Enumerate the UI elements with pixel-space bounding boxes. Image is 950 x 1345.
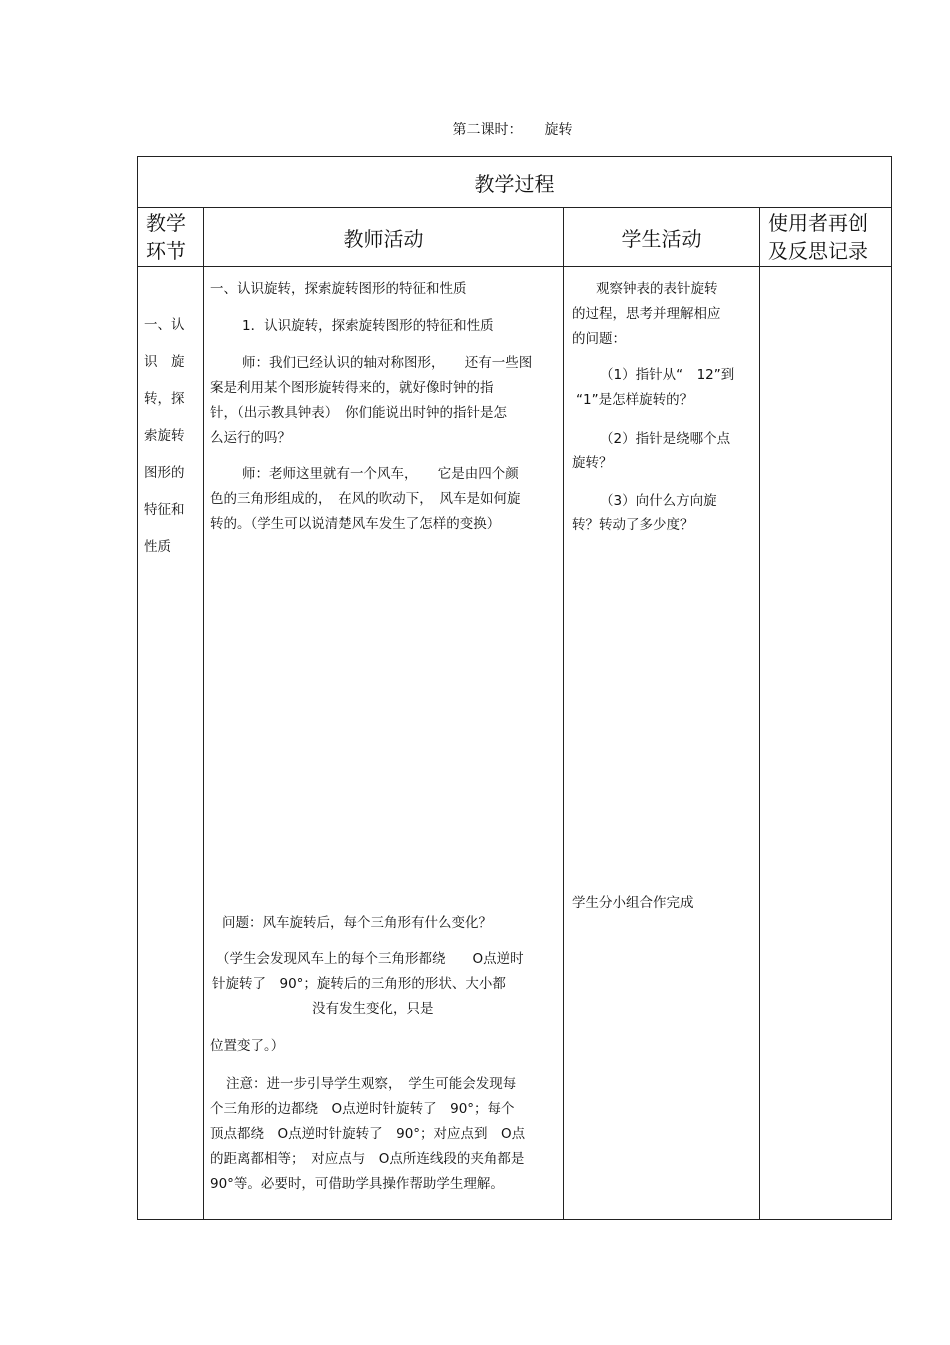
teacher-note-line: 注意：进一步引导学生观察， 学生可能会发现每: [226, 1076, 517, 1092]
student-cell: [564, 267, 760, 1220]
teacher-question: 问题：风车旋转后，每个三角形有什么变化？: [222, 915, 492, 931]
teacher-cell: [204, 267, 564, 1220]
student-q2-line: （2）指针是绕哪个点: [600, 431, 731, 447]
stage-line: 图形的: [144, 465, 185, 481]
page-title-lesson: 第二课时：: [452, 122, 523, 138]
stage-line: 性质: [144, 539, 171, 555]
teacher-p1-line: 针，（出示教具钟表） 你们能说出时钟的指针是怎: [210, 405, 507, 421]
notes-cell: [760, 267, 892, 1220]
stage-line: 索旋转: [144, 428, 185, 444]
teacher-p2-line: 色的三角形组成的， 在风的吹动下， 风车是如何旋: [210, 491, 521, 507]
teacher-answer-line: 针旋转了 90°；旋转后的三角形的形状、大小都: [212, 976, 506, 992]
stage-header-line1: 教学: [146, 211, 186, 235]
process-header: 教学过程: [138, 157, 892, 208]
teacher-p2-line: 师：老师这里就有一个风车， 它是由四个颜: [242, 466, 519, 482]
student-q3-line: 转？转动了多少度？: [572, 517, 694, 533]
page-title-topic: 旋转: [544, 122, 573, 138]
teacher-p2-line: 转的。（学生可以说清楚风车发生了怎样的变换）: [210, 516, 501, 532]
stage-header-line2: 环节: [146, 239, 186, 263]
teacher-note-line: 的距离都相等； 对应点与 O点所连线段的夹角都是: [210, 1151, 525, 1167]
notes-header: [760, 208, 892, 267]
stage-line: 识 旋: [144, 354, 185, 370]
student-q3-line: （3）向什么方向旋: [600, 493, 717, 509]
teacher-p1-line: 么运行的吗？: [210, 430, 291, 446]
student-q1-line: （1）指针从“ 12”到: [600, 367, 735, 383]
teacher-note-line: 顶点都绕 O点逆时针旋转了 90°；对应点到 O点: [210, 1126, 526, 1142]
teacher-answer-line: 位置变了。）: [210, 1038, 285, 1054]
student-p1-line: 的过程，思考并理解相应: [572, 306, 721, 322]
stage-header: [138, 208, 204, 267]
student-group-work: 学生分小组合作完成: [572, 895, 694, 911]
student-q2-line: 旋转？: [572, 455, 613, 471]
teacher-answer-line: （学生会发现风车上的每个三角形都绕 O点逆时: [216, 951, 524, 967]
notes-header-line1: 使用者再创: [768, 211, 868, 235]
student-p1-line: 的问题：: [572, 331, 626, 347]
teacher-p1-line: 案是利用某个图形旋转得来的，就好像时钟的指: [210, 380, 494, 396]
teacher-p1-line: 师：我们已经认识的轴对称图形， 还有一些图: [242, 355, 533, 371]
teacher-note-line: 90°等。必要时，可借助学具操作帮助学生理解。: [210, 1176, 504, 1192]
notes-header-line2: 及反思记录: [768, 239, 868, 263]
teacher-subheading: 1．认识旋转，探索旋转图形的特征和性质: [242, 318, 494, 334]
page-title: [0, 119, 950, 139]
student-q1-line: “1”是怎样旋转的？: [576, 392, 694, 408]
stage-line: 特征和: [144, 502, 185, 518]
teacher-answer-line: 没有发生变化，只是: [312, 1001, 434, 1017]
stage-line: 转，探: [144, 391, 185, 407]
student-p1-line: 观察钟表的表针旋转: [596, 281, 718, 297]
teacher-heading: 一、认识旋转，探索旋转图形的特征和性质: [210, 281, 467, 297]
stage-line: 一、认: [144, 317, 185, 333]
teacher-header: 教师活动: [204, 208, 564, 267]
stage-cell: [138, 267, 204, 1220]
lesson-table: [137, 156, 892, 1220]
student-header: 学生活动: [564, 208, 760, 267]
teacher-note-line: 个三角形的边都绕 O点逆时针旋转了 90°；每个: [210, 1101, 515, 1117]
